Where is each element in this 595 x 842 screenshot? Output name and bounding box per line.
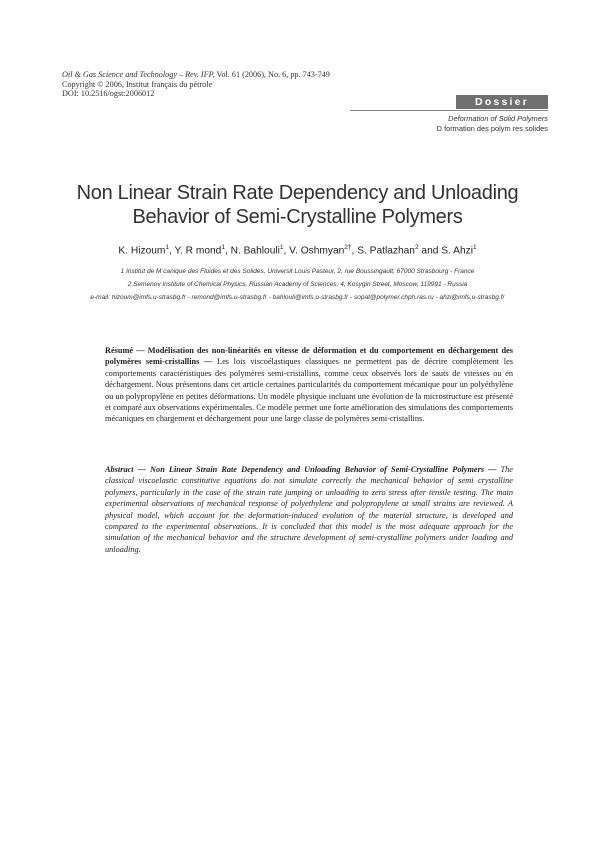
affiliation-2: 2 Semenov Institute of Chemical Physics, Russian Academy of Sciences, 4, Kosygin Street, Moscow, 119991 - Russia: [127, 281, 468, 288]
dossier-label: Dossier: [456, 95, 548, 109]
title-line-2: Behavior of Semi-Crystalline Polymers: [132, 206, 463, 228]
journal-header: [62, 70, 330, 99]
author-affil-mark: 1: [221, 244, 225, 251]
resume-heading: Résumé — Modélisation des non-linéarités en vitesse de déformation et du comportement en déchargement des polymères semi-cristallins —: [105, 346, 513, 367]
author-name: , V. Oshmyan: [283, 245, 345, 257]
author-affil-mark: 2†: [344, 244, 352, 251]
author-name: K. Hizoum: [118, 245, 166, 257]
title-line-1: Non Linear Strain Rate Dependency and Unloading: [76, 182, 519, 204]
journal-volume: Vol. 61 (2006), No. 6, pp. 743-749: [214, 70, 330, 79]
journal-name: Oil & Gas Science and Technology – Rev. IFP,: [62, 70, 215, 79]
author-emails: e-mail: hizoum@imfs.u-strasbg.fr - remond@imfs.u-strasbg.fr - bahlouli@imfs.u-strasbg.fr - sopat@polymer.chph.ras.ru - ahzi@imfs.u-strasbg.fr: [90, 294, 505, 301]
resume-paragraph: [105, 345, 513, 425]
dossier-french-title: D formation des polym res solides: [436, 124, 548, 133]
author-list: [40, 244, 555, 256]
paper-title: [40, 181, 555, 229]
affiliation-1: 1 Institut de M canique des Fluides et des Solides, Universit Louis Pasteur, 2, rue Boussingault, 67000 Strasbourg - France: [120, 268, 475, 275]
dossier-rule: [350, 110, 548, 111]
author-name: , N. Bahlouli: [224, 245, 280, 257]
resume-body: Les lois viscoélastiques classiques ne permettent pas de décrire complètement les comportements caractéristiques des polymères semi-cristallins, comme ceux observés lors de sauts de vitesses ou en déchargement. Nous présentons dans cet article certaines particularités du comportement mécanique pour un polyéthylène ou un polypropylène en petites déformations. Un modèle physique incluant une évolution de la microstructure est présenté et comparé aux observations expérimentales. Ce modèle permet une forte amélioration des simulations des comportements mécaniques en chargement et déchargement pour une large classe de polymères semi-cristallins.: [105, 357, 513, 424]
author-affil-mark: 2: [414, 244, 419, 251]
dossier-subtitle: [348, 114, 548, 134]
journal-citation: [62, 70, 330, 80]
copyright-line: Copyright © 2006, Institut français du pétrole: [62, 79, 213, 89]
author-affil-mark: 1: [279, 244, 284, 251]
abstract-heading: Abstract — Non Linear Strain Rate Dependency and Unloading Behavior of Semi-Crystalline Polymers —: [105, 465, 497, 474]
author-affil-mark: 1: [472, 244, 477, 251]
doi-line: DOI: 10.2516/ogst:2006012: [62, 89, 155, 99]
author-name: , Y. R mond: [169, 245, 222, 257]
abstract-paragraph: [105, 464, 513, 555]
author-name: , S. Patlazhan: [351, 245, 415, 257]
author-affil-mark: 1: [165, 244, 170, 251]
dossier-english-title: Deformation of Solid Polymers: [448, 114, 548, 123]
abstract-body: The classical viscoelastic constitutive equations do not simulate correctly the mechanical behavior of semi crystalline polymers, particularly in the case of the strain rate jumping or unloading to zero stress after tensile testing. The main experimental observations of mechanical response of polyethylene and polypropylene at small strains are reviewed. A physical model, which account for the deformation-induced evolution of the material structure, is developed and compared to the experimental observations. It is concluded that this model is the most adequate approach for the simulation of the mechanical behavior and the structure development of semi-crystalline polymers under loading and unloading.: [105, 465, 513, 554]
author-name: and S. Ahzi: [418, 245, 473, 257]
